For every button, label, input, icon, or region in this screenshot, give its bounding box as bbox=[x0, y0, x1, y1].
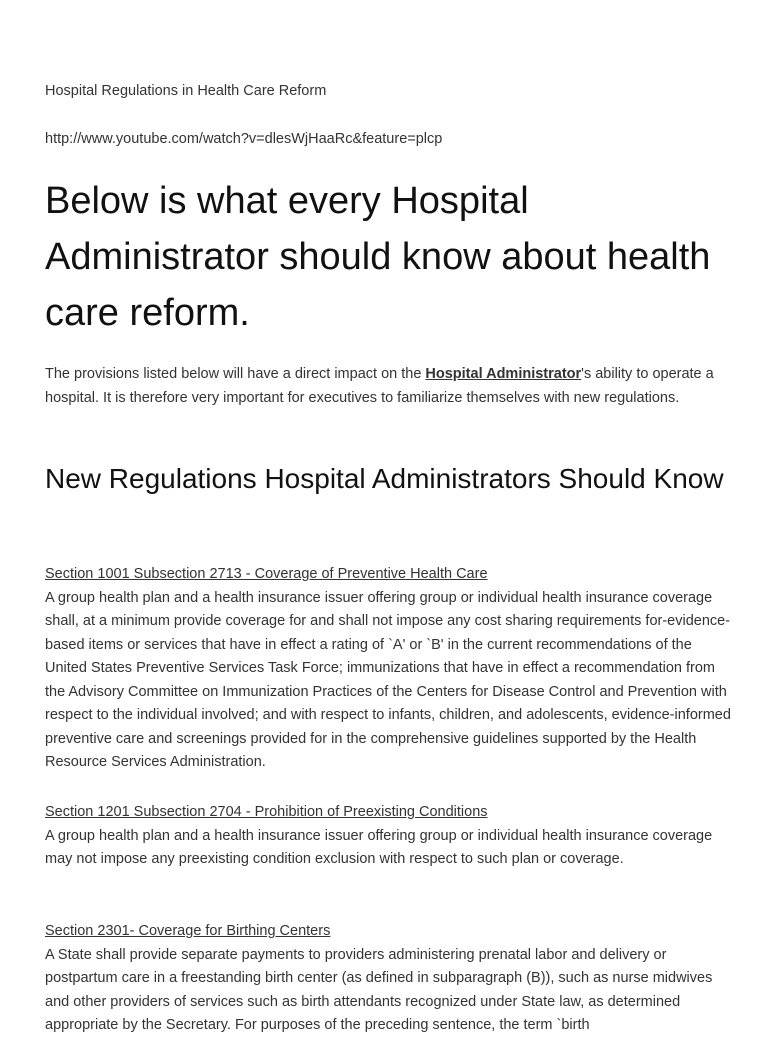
section-1201-link[interactable]: Section 1201 Subsection 2704 - Prohibition of Preexisting Conditions bbox=[45, 804, 488, 820]
document-title: Hospital Regulations in Health Care Reform bbox=[45, 83, 327, 99]
sub-heading: New Regulations Hospital Administrators Should Know bbox=[45, 463, 724, 494]
main-heading: Below is what every Hospital Administrator should know about health care reform. bbox=[45, 180, 711, 334]
section-1201 bbox=[45, 801, 735, 872]
section-2301-link[interactable]: Section 2301- Coverage for Birthing Centers bbox=[45, 923, 331, 939]
section-2301-body: A State shall provide separate payments to providers administering prenatal labor and delivery or postpartum care in a freestanding birth center (as defined in subparagraph (B)), such as nurse midwives and other providers of services such as birth attendants recognized under State law, as determined appropriate by the Secretary. For purposes of the preceding sentence, the term `birth bbox=[45, 946, 713, 1033]
section-1001-link[interactable]: Section 1001 Subsection 2713 - Coverage of Preventive Health Care bbox=[45, 566, 488, 582]
intro-text-before: The provisions listed below will have a direct impact on the bbox=[45, 366, 426, 382]
source-url: http://www.youtube.com/watch?v=dlesWjHaaRc&feature=plcp bbox=[45, 131, 443, 147]
hospital-administrator-link[interactable]: Hospital Administrator bbox=[425, 366, 582, 382]
intro-text-after: 's ability to operate a hospital. It is therefore very important for executives to familiarize themselves with new regulations. bbox=[45, 366, 714, 406]
section-1001-body: A group health plan and a health insurance issuer offering group or individual health insurance coverage shall, at a minimum provide coverage for and shall not impose any cost sharing requirements for-evidence-based items or services that have in effect a rating of `A' or `B' in the current recommendations of the United States Preventive Services Task Force; immunizations that have in effect a recommendation from the Advisory Committee on Immunization Practices of the Centers for Disease Control and Prevention with respect to the individual involved; and with respect to infants, children, and adolescents, evidence-informed preventive care and screenings provided for in the comprehensive guidelines supported by the Health Resource Services Administration. bbox=[45, 589, 731, 770]
section-1001 bbox=[45, 563, 735, 775]
section-2301 bbox=[45, 920, 735, 1038]
intro-paragraph bbox=[45, 363, 715, 410]
section-1201-body: A group health plan and a health insurance issuer offering group or individual health insurance coverage may not impose any preexisting condition exclusion with respect to such plan or coverage. bbox=[45, 827, 713, 867]
